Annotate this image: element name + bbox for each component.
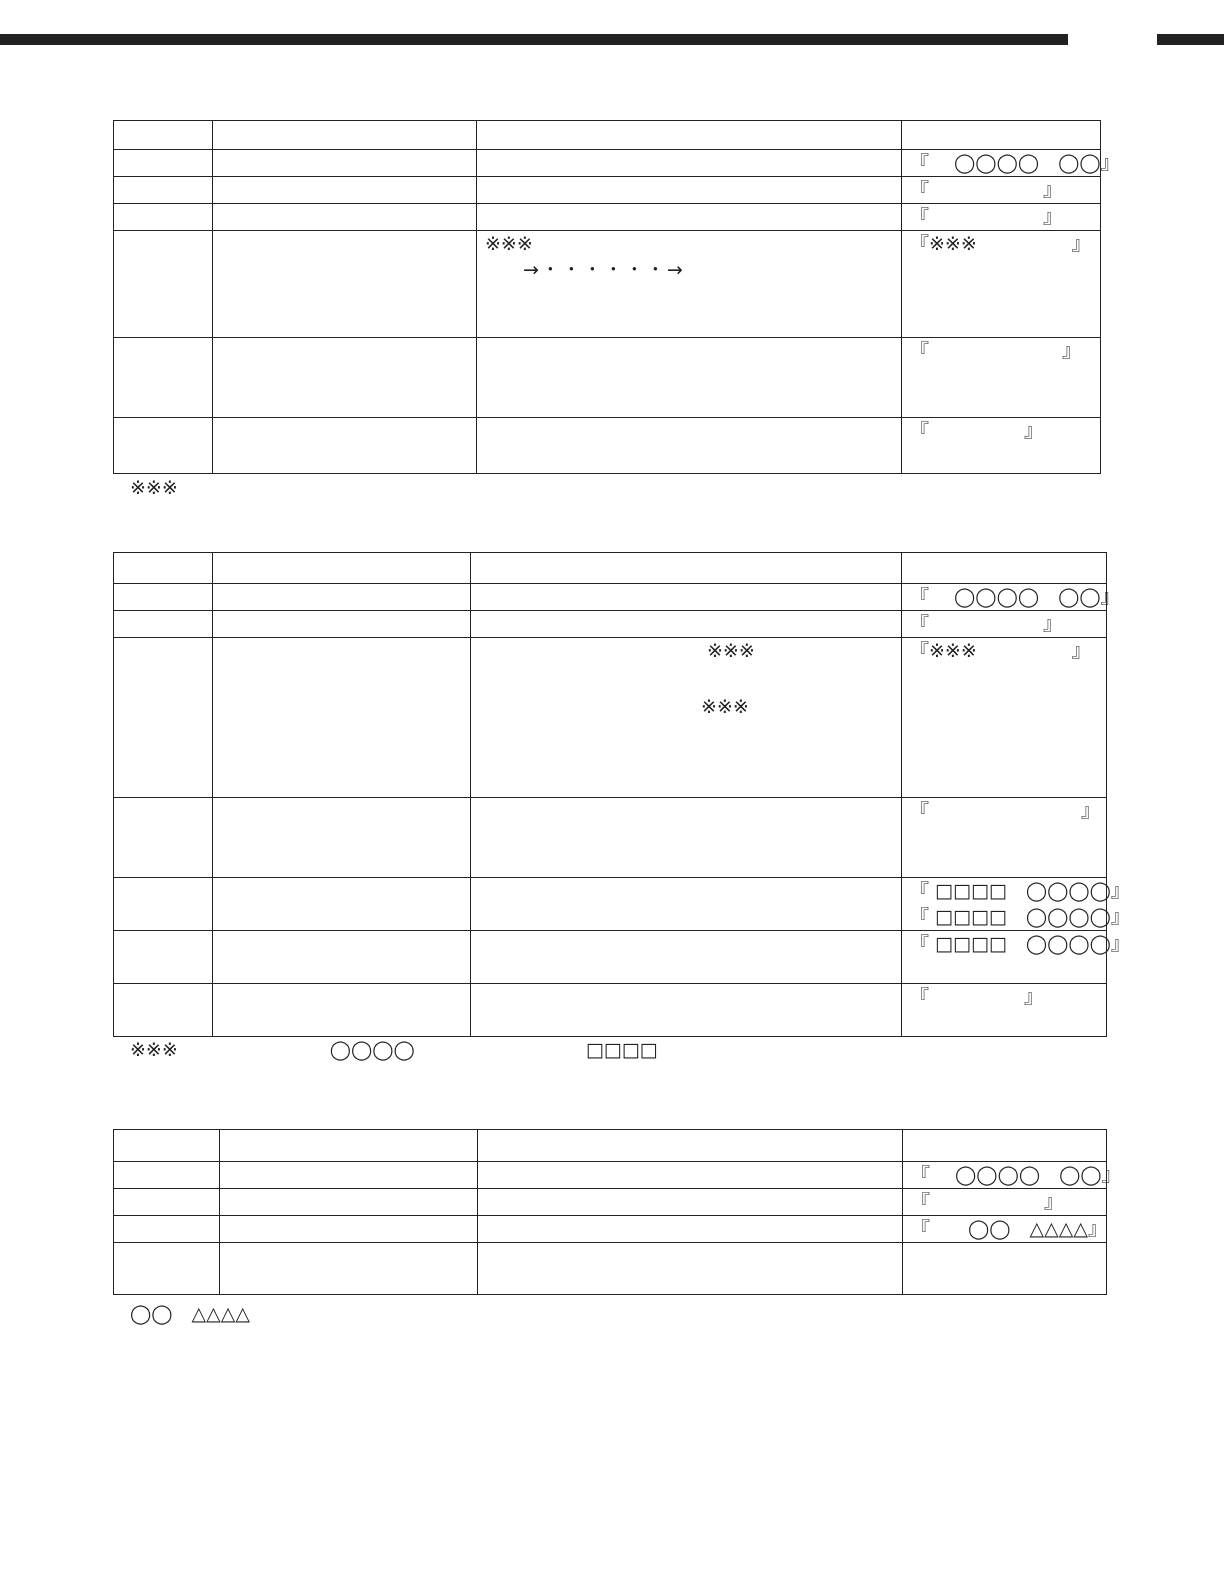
header-cell: [213, 553, 471, 584]
table-cell: [213, 338, 477, 418]
table-cell: 『※※※ 』: [902, 638, 1107, 798]
table-cell: 『※※※ 』: [902, 231, 1101, 338]
table-cell: [114, 931, 213, 984]
table-cell: 『 』: [902, 984, 1107, 1037]
header-cell: [114, 1130, 220, 1162]
table-cell: [471, 878, 902, 931]
table-cell: [477, 418, 902, 474]
table-3: [113, 1129, 1121, 1295]
table-row: [114, 1162, 1107, 1189]
table-cell: [114, 584, 213, 611]
table-cell: [114, 338, 213, 418]
cell-line: 『 □□□□ ◯◯◯◯』: [910, 906, 1130, 928]
table-cell: [477, 150, 902, 177]
table-cell: [478, 1189, 903, 1216]
table-1: [113, 120, 1120, 474]
header-cell: [471, 553, 902, 584]
table-cell: [114, 177, 213, 204]
table-cell: [471, 638, 902, 798]
table-cell: [471, 931, 902, 984]
table-row: [114, 1243, 1107, 1295]
table-cell: [114, 1216, 220, 1243]
table-row: [114, 1216, 1107, 1243]
table-cell: [114, 984, 213, 1037]
table-row: [114, 231, 1101, 338]
table-cell: [114, 638, 213, 798]
table-1-footnote: ※※※: [130, 477, 178, 499]
table-3-footnote: ◯◯ △△△△: [130, 1303, 250, 1325]
table-cell: [213, 878, 471, 931]
table-cell: [213, 584, 471, 611]
table-cell: [213, 177, 477, 204]
table-cell: [114, 1243, 220, 1295]
header-cell: [478, 1130, 903, 1162]
table-row: [114, 611, 1107, 638]
table-row: [114, 878, 1107, 931]
table-cell: [220, 1162, 478, 1189]
table-cell: [114, 204, 213, 231]
table-row: [114, 638, 1107, 798]
table-row: [114, 1189, 1107, 1216]
table-cell: [114, 231, 213, 338]
table-cell: [213, 984, 471, 1037]
table-cell: [478, 1243, 903, 1295]
table-row: [114, 150, 1101, 177]
table-cell: [213, 204, 477, 231]
table-cell: [213, 931, 471, 984]
table-header-row: [114, 121, 1101, 150]
table-row: [114, 584, 1107, 611]
header-rule-tab: [1157, 34, 1224, 45]
table-cell: 『 ◯◯◯◯ ◯◯』: [902, 584, 1107, 611]
table-cell: [902, 878, 1130, 931]
table-cell: 『 ◯◯◯◯ ◯◯』: [903, 1162, 1107, 1189]
table-cell: [477, 204, 902, 231]
table-row: [114, 338, 1101, 418]
table-cell: [213, 611, 471, 638]
cell-line: ※※※: [479, 640, 755, 662]
table-cell: [220, 1189, 478, 1216]
table-cell: [471, 798, 902, 878]
table-cell: [114, 1189, 220, 1216]
table-cell: [213, 418, 477, 474]
header-cell: [114, 553, 213, 584]
header-cell: [114, 121, 213, 150]
header-cell: [220, 1130, 478, 1162]
table-row: [114, 204, 1101, 231]
table-cell: 『 』: [902, 204, 1101, 231]
table-cell: [220, 1216, 478, 1243]
table-cell: [478, 1162, 903, 1189]
table-cell: 『 』: [903, 1189, 1107, 1216]
cell-line: ※※※: [485, 233, 533, 255]
table-header-row: [114, 553, 1107, 584]
table-cell: [213, 231, 477, 338]
table-row: [114, 798, 1107, 878]
table-cell: [114, 611, 213, 638]
table-2-footnote: ※※※ ◯◯◯◯ □□□□: [130, 1039, 658, 1061]
table-cell: [477, 338, 902, 418]
table-2: [113, 552, 1130, 1037]
table-cell: [220, 1243, 478, 1295]
cell-line: ※※※: [473, 696, 749, 718]
table-cell: 『 □□□□ ◯◯◯◯』: [902, 931, 1107, 984]
table-row: [114, 984, 1107, 1037]
table-cell: [114, 1162, 220, 1189]
header-cell: [213, 121, 477, 150]
table-cell: [213, 150, 477, 177]
table-cell: [114, 418, 213, 474]
table-cell: [471, 611, 902, 638]
header-cell: [903, 1130, 1107, 1162]
header-cell: [477, 121, 902, 150]
table-cell: [477, 231, 902, 338]
table-row: [114, 177, 1101, 204]
table-cell: [478, 1216, 903, 1243]
header-rule: [0, 34, 1068, 45]
table-cell: 『 』: [902, 611, 1107, 638]
table-cell: 『 』: [902, 338, 1101, 418]
table-cell: [471, 984, 902, 1037]
table-cell: 『 ◯◯ △△△△』: [903, 1216, 1107, 1243]
table-cell: [114, 150, 213, 177]
table-cell: [213, 638, 471, 798]
table-row: [114, 931, 1107, 984]
table-cell: 『 』: [902, 177, 1101, 204]
arrow-line: →・・・・・・→: [523, 259, 685, 281]
table-row: [114, 418, 1101, 474]
table-header-row: [114, 1130, 1107, 1162]
table-cell: [114, 878, 213, 931]
header-cell: [902, 121, 1101, 150]
table-cell: 『 』: [902, 798, 1107, 878]
table-cell: 『 』: [902, 418, 1101, 474]
table-cell: 『 ◯◯◯◯ ◯◯』: [902, 150, 1101, 177]
table-cell: [114, 798, 213, 878]
cell-line: 『 □□□□ ◯◯◯◯』: [910, 880, 1130, 902]
header-cell: [902, 553, 1107, 584]
table-cell: [471, 584, 902, 611]
table-cell: [213, 798, 471, 878]
table-cell: [903, 1243, 1107, 1295]
table-cell: [477, 177, 902, 204]
